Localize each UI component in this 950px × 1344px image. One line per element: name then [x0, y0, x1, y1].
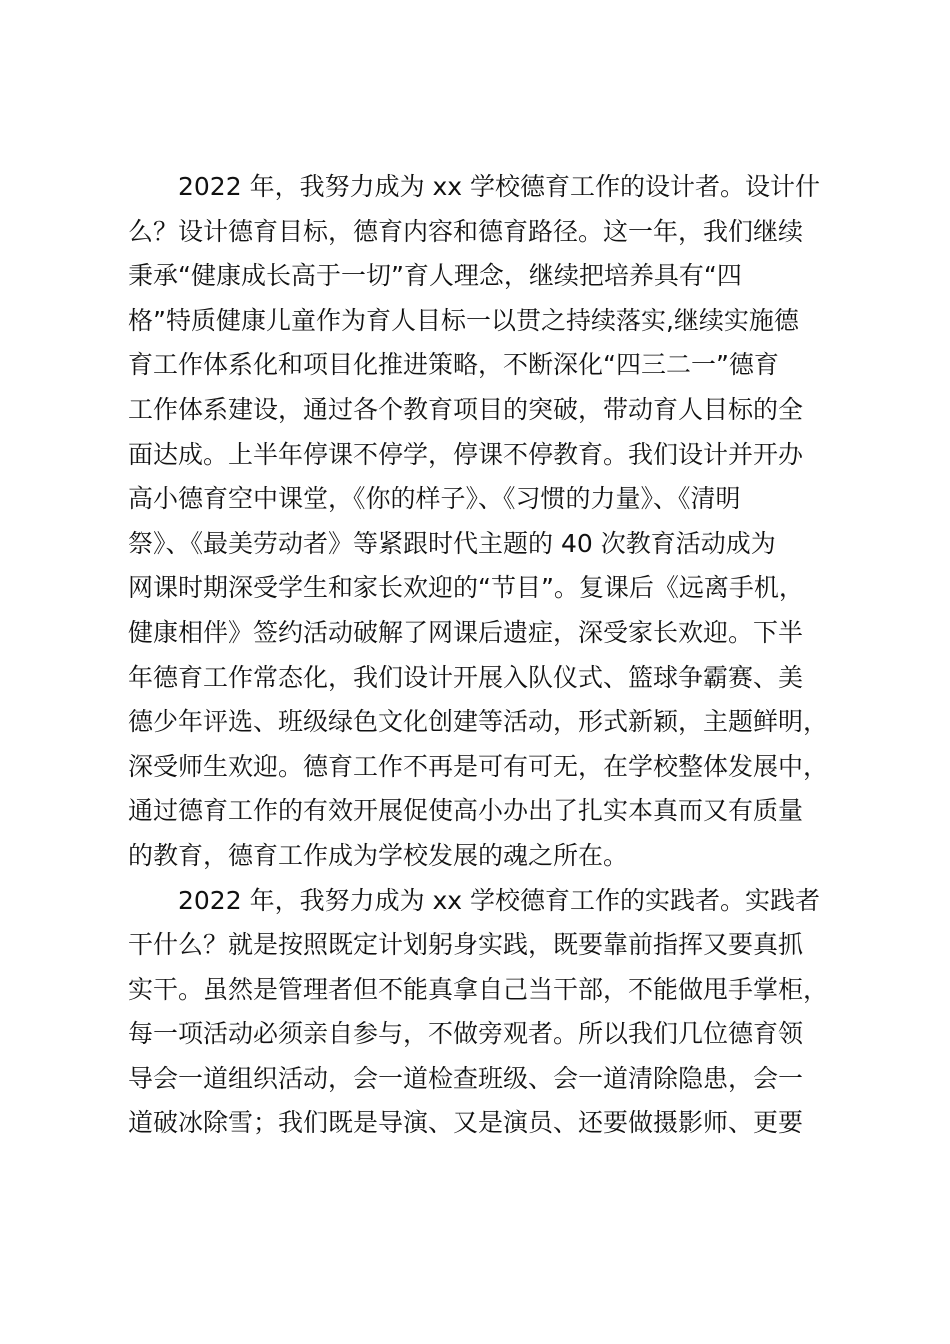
- paragraph-line: 么？设计德育目标，德育内容和德育路径。这一年，我们继续: [128, 216, 804, 246]
- paragraph-line: 祭》、《最美劳动者》等紧跟时代主题的 40 次教育活动成为: [128, 528, 776, 558]
- paragraph-line: 健康相伴》签约活动破解了网课后遗症，深受家长欢迎。下半: [128, 617, 804, 647]
- paragraph-practitioner: [128, 879, 833, 1147]
- paragraph-line: 高小德育空中课堂，《你的样子》、《习惯的力量》、《清明: [128, 484, 741, 514]
- paragraph-line: 实干。虽然是管理者但不能真拿自己当干部，不能做甩手掌柜，: [128, 974, 829, 1004]
- paragraph-line: 干什么？就是按照既定计划躬身实践，既要靠前指挥又要真抓: [128, 930, 804, 960]
- paragraph-line: 年德育工作常态化，我们设计开展入队仪式、篮球争霸赛、美: [128, 662, 804, 692]
- paragraph-line: 2022 年，我努力成为 xx 学校德育工作的设计者。设计什: [178, 172, 821, 201]
- paragraph-line: 的教育，德育工作成为学校发展的魂之所在。: [128, 840, 629, 870]
- paragraph-line: 道破冰除雪；我们既是导演、又是演员、还要做摄影师、更要: [128, 1108, 804, 1138]
- paragraph-line: 德少年评选、班级绿色文化创建等活动，形式新颖，主题鲜明，: [128, 707, 829, 737]
- document-body: [128, 165, 833, 1146]
- paragraph-line: 导会一道组织活动，会一道检查班级、会一道清除隐患，会一: [128, 1063, 804, 1093]
- paragraph-line: 网课时期深受学生和家长欢迎的“节目”。复课后《远离手机，: [128, 573, 804, 603]
- paragraph-designer: [128, 165, 833, 879]
- paragraph-line: 格”特质健康儿童作为育人目标一以贯之持续落实,继续实施德: [128, 305, 799, 335]
- paragraph-line: 通过德育工作的有效开展促使高小办出了扎实本真而又有质量: [128, 796, 804, 826]
- paragraph-line: 育工作体系化和项目化推进策略，不断深化“四三二一”德育: [128, 350, 779, 380]
- paragraph-line: 工作体系建设，通过各个教育项目的突破，带动育人目标的全: [128, 394, 804, 424]
- paragraph-line: 每一项活动必须亲自参与，不做旁观者。所以我们几位德育领: [128, 1019, 804, 1049]
- paragraph-line: 2022 年，我努力成为 xx 学校德育工作的实践者。实践者: [178, 885, 821, 915]
- paragraph-line: 面达成。上半年停课不停学，停课不停教育。我们设计并开办: [128, 439, 804, 469]
- paragraph-line: 秉承“健康成长高于一切”育人理念，继续把培养具有“四: [128, 261, 742, 291]
- paragraph-line: 深受师生欢迎。德育工作不再是可有可无，在学校整体发展中，: [128, 751, 829, 781]
